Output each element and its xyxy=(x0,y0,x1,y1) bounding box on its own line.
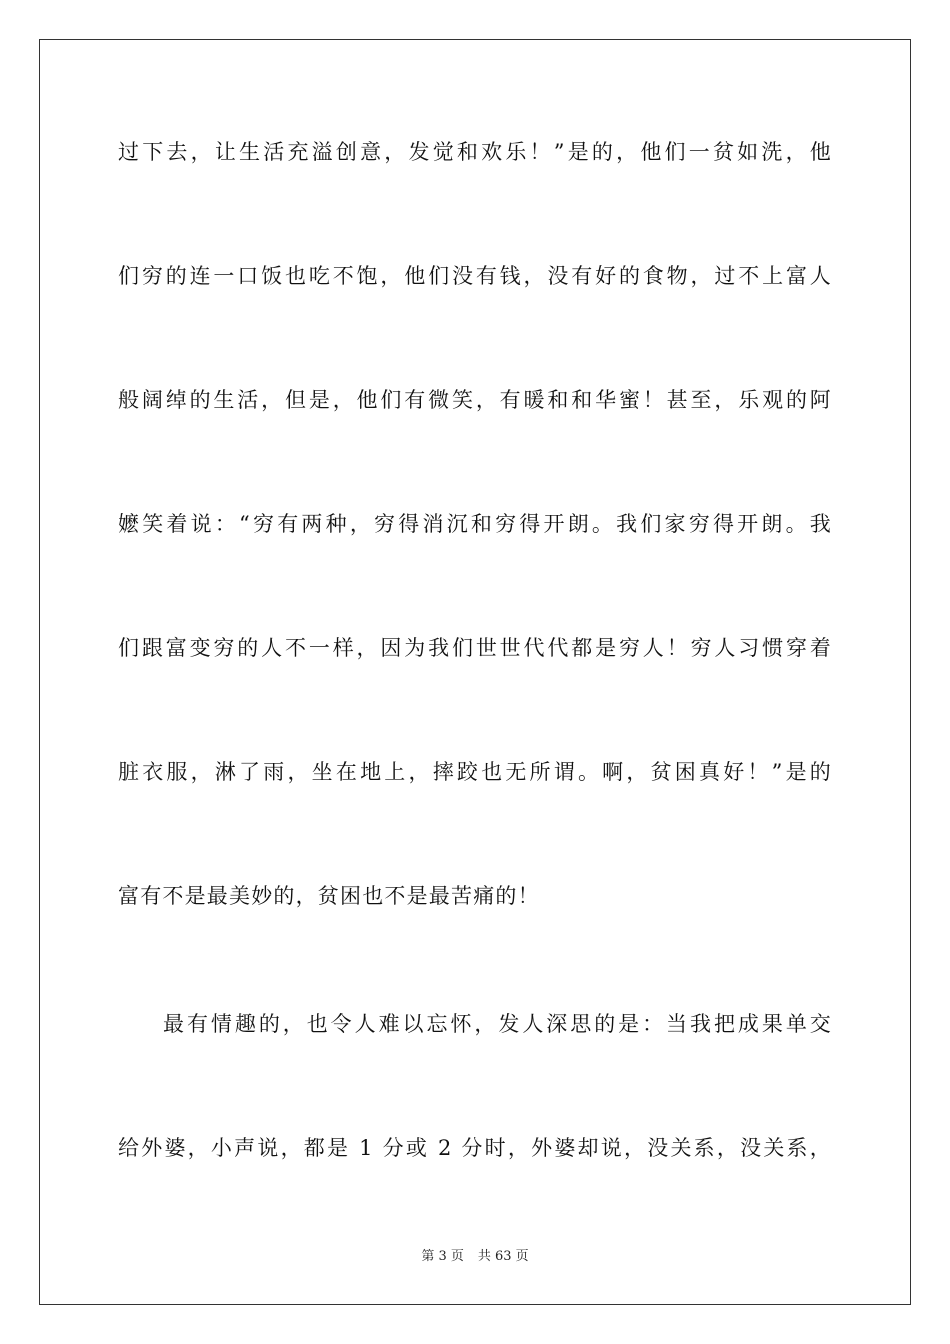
page-footer xyxy=(0,1248,950,1266)
page-number: 第 3 页 xyxy=(421,1249,464,1264)
paragraph-first-line: 最有情趣的，也令人难以忘怀，发人深思的是：当我把成果单交 xyxy=(163,1012,832,1036)
body-text-line: 脏衣服，淋了雨，坐在地上，摔跤也无所谓。啊，贫困真好！”是的 xyxy=(118,760,832,784)
total-pages: 共 63 页 xyxy=(477,1249,529,1264)
body-text-line: 们跟富变穷的人不一样，因为我们世世代代都是穷人！穷人习惯穿着 xyxy=(118,636,832,660)
body-text-line: 嬷笑着说：“穷有两种，穷得消沉和穷得开朗。我们家穷得开朗。我 xyxy=(118,512,832,536)
body-text-line: 们穷的连一口饭也吃不饱，他们没有钱，没有好的食物，过不上富人 xyxy=(118,264,832,288)
page-border xyxy=(39,39,911,1305)
body-text-line: 般阔绰的生活，但是，他们有微笑，有暖和和华蜜！甚至，乐观的阿 xyxy=(118,388,832,412)
body-text-line: 富有不是最美妙的，贫困也不是最苦痛的！ xyxy=(118,884,540,908)
body-text-line: 给外婆，小声说，都是 1 分或 2 分时，外婆却说，没关系，没关系， xyxy=(118,1136,832,1160)
body-text-line: 过下去，让生活充溢创意，发觉和欢乐！”是的，他们一贫如洗，他 xyxy=(118,140,832,164)
